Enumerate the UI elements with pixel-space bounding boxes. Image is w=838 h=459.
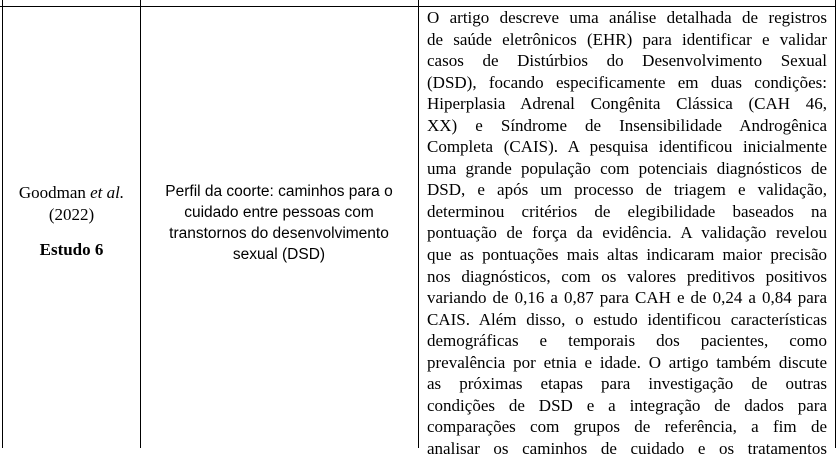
summary-line-text: Completa (CAIS). A pesquisa identificou inicialmente <box>427 137 827 157</box>
summary-line <box>427 93 827 115</box>
title-cell: Perfil da coorte: caminhos para o cuidado entre pessoas com transtornos do desenvolvimento sexual (DSD) <box>165 183 393 263</box>
summary-line-text: determinou critérios de elegibilidade baseados na <box>427 201 827 221</box>
summary-line <box>427 395 827 417</box>
summary-line <box>427 136 827 158</box>
summary-line-text: de saúde eletrônicos (EHR) para identificar e validar <box>427 29 827 49</box>
summary-line-text: DSD, e após um processo de triagem e validação, <box>427 180 827 200</box>
summary-line <box>427 438 827 459</box>
summary-line <box>427 72 827 94</box>
summary-line-text: comparações com grupos de referência, a fim de <box>427 417 827 437</box>
summary-line-text: variando de 0,16 a 0,87 para CAH e de 0,24 a 0,84 para <box>427 288 827 308</box>
summary-line <box>427 373 827 395</box>
summary-line <box>427 29 827 51</box>
summary-line <box>427 352 827 374</box>
summary-line-text: XX) e Síndrome de Insensibilidade Androgênica <box>427 115 827 135</box>
year-text: (2022) <box>48 205 95 224</box>
summary-line-text: analisar os caminhos de cuidado e os tratamentos <box>427 438 827 458</box>
summary-line-text: demográficas e temporais dos pacientes, como <box>427 331 827 351</box>
author-name: Goodman <box>18 183 86 202</box>
summary-line <box>427 244 827 266</box>
summary-line-text: condições de DSD e a integração de dados para <box>427 395 827 415</box>
summary-line <box>427 50 827 72</box>
summary-line-text: casos de Distúrbios do Desenvolvimento Sexual <box>427 51 827 71</box>
column-divider-2 <box>418 0 419 448</box>
summary-line-text: nos diagnósticos, com os valores preditivos positivos <box>427 266 827 286</box>
summary-line <box>427 201 827 223</box>
summary-line-text: pontuação de força da evidência. A validação revelou <box>427 223 827 243</box>
summary-line <box>427 179 827 201</box>
table-right-border <box>835 0 836 448</box>
summary-line-text: Hiperplasia Adrenal Congênita Clássica (CAH 46, <box>427 94 827 114</box>
summary-line-text: CAIS. Além disso, o estudo identificou características <box>427 309 827 329</box>
summary-line <box>427 115 827 137</box>
summary-line-text: (DSD), focando especificamente em duas condições: <box>427 72 827 92</box>
summary-line-text: as próximas etapas para investigação de outras <box>427 374 827 394</box>
summary-line <box>427 287 827 309</box>
summary-line-text: prevalência por etnia e idade. O artigo também discute <box>427 352 827 372</box>
summary-line-text: que as pontuações mais altas indicaram maior precisão <box>427 245 827 265</box>
reference-cell <box>3 182 140 261</box>
column-divider-1 <box>140 0 141 448</box>
summary-line-text: O artigo descreve uma análise detalhada de registros <box>427 8 827 27</box>
summary-line <box>427 266 827 288</box>
author-line <box>3 182 140 204</box>
summary-line <box>427 309 827 331</box>
study-label: Estudo 6 <box>39 240 104 259</box>
summary-cell <box>427 7 827 459</box>
summary-line <box>427 222 827 244</box>
summary-line <box>427 416 827 438</box>
summary-line <box>427 158 827 180</box>
et-al-text: et al. <box>90 183 125 202</box>
summary-line <box>427 330 827 352</box>
summary-line-text: uma grande população com potenciais diagnósticos de <box>427 158 827 178</box>
summary-line <box>427 7 827 29</box>
